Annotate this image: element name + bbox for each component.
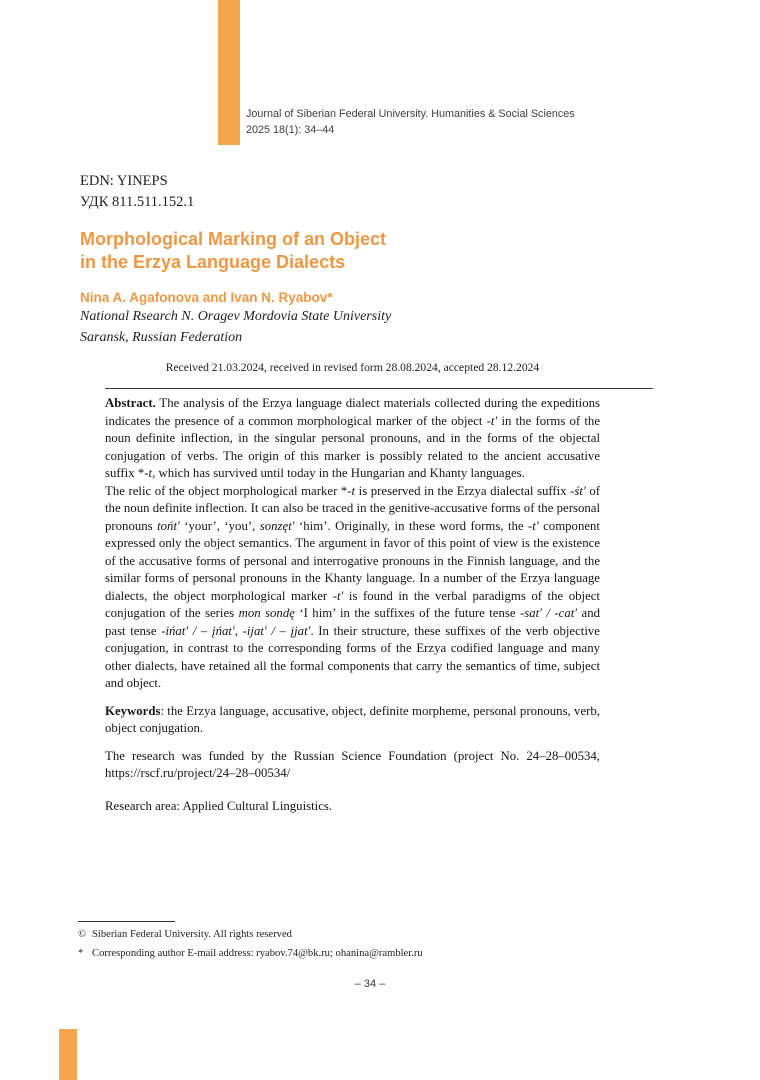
accent-bar-bottom — [59, 1029, 77, 1080]
affiliation-block — [80, 307, 391, 349]
abstract-paragraph-1: Abstract. The analysis of the Erzya language dialect materials collected during the expeditions indicates the presence of a common morphological marker of the object -t′ in the forms of the noun definite inflection, in the singular personal pronouns, and in the forms of the objectal conjugation of verbs. The origin of this marker is possibly related to the ancient accusative suffix *-t, which has survived until today in the Hungarian and Khanty languages. — [105, 396, 601, 480]
keywords-paragraph: Keywords: the Erzya language, accusative, object, definite morpheme, personal pronouns, verb, object conjugation. — [105, 703, 600, 735]
affiliation-city: Saransk, Russian Federation — [80, 329, 243, 345]
journal-name: Journal of Siberian Federal University. Humanities & Social Sciences — [246, 108, 575, 120]
article-title — [80, 228, 386, 274]
abstract-paragraph-2: The relic of the object morphological marker *-t is preserved in the Erzya dialectal suffix -śt′ of the noun definite inflection. It can also be traced in the genitive-accusative forms of the personal pronouns tońt′ ‘your’, ‘you’, sonzęt′ ‘him’. Originally, in these word forms, the -t′ component expressed only the object semantics. The argument in favor of this point of view is the existence of the accusative forms of personal and interrogative pronouns in the Finnish language, and the similar forms of personal pronouns in the Khanty language. In a number of the Erzya language dialects, the object morphological marker -t′ is found in the verbal paradigms of the object conjugation of the series mon sondę ‘I him’ in the suffixes of the future tense -sat′ / -cat′ and past tense -ińat′ / – įńat′, -ijat′ / – įjat′. In their structure, these suffixes of the verb objective conjugation, in contrast to the corresponding forms of the Erzya codified language and many other dialects, have retained all the formal components that carry the semantics of time, subject and object. — [105, 483, 600, 690]
research-area-paragraph: Research area: Applied Cultural Linguistics. — [105, 798, 333, 813]
affiliation-university: National Rsearch N. Oragev Mordovia State University — [80, 309, 392, 324]
journal-issue: 2025 18(1): 34–44 — [246, 123, 335, 136]
article-body — [105, 395, 600, 815]
udk-code: УДК 811.511.152.1 — [80, 193, 195, 210]
received-dates-line: Received 21.03.2024, received in revised form 28.08.2024, accepted 28.12.2024 — [165, 361, 540, 374]
asterisk-marker: * — [78, 948, 84, 960]
copyright-text: Siberian Federal University. All rights reserved — [92, 929, 292, 940]
footnote-rule — [78, 921, 175, 922]
corresponding-author-footnote — [78, 944, 423, 963]
copyright-footnote — [78, 925, 423, 944]
edn-code: EDN: YINEPS — [80, 173, 168, 189]
article-meta — [80, 171, 194, 213]
journal-header — [246, 107, 575, 139]
abstract-divider-rule — [105, 388, 653, 389]
authors-line: Nina A. Agafonova and Ivan N. Ryabov* — [80, 290, 333, 305]
corresponding-author-text: Corresponding author E-mail address: ryabov.74@bk.ru; ohanina@rambler.ru — [92, 948, 423, 960]
funding-paragraph: The research was funded by the Russian Science Foundation (project No. 24–28–00534, https://rscf.ru/project/24–28–00534/ — [105, 748, 600, 780]
page-number: – 34 – — [354, 978, 386, 990]
footnotes-block — [78, 925, 423, 964]
accent-bar-top — [218, 0, 240, 145]
article-title-line-2: in the Erzya Language Dialects — [80, 252, 346, 272]
article-title-line-1: Morphological Marking of an Object — [80, 229, 387, 249]
copyright-symbol: © — [78, 929, 87, 940]
